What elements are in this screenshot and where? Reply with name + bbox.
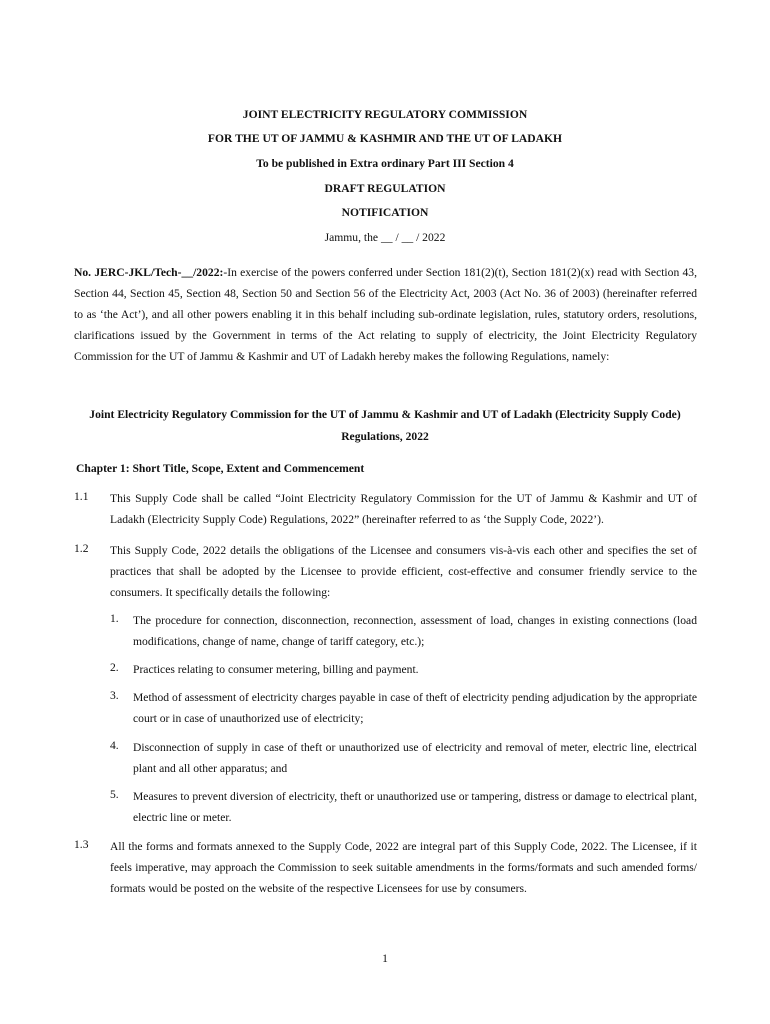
publication-note: To be published in Extra ordinary Part III Section 4: [256, 157, 514, 170]
preamble-paragraph: [74, 262, 697, 367]
notification-reference: No. JERC-JKL/Tech-__/2022:: [74, 266, 224, 279]
section-text: This Supply Code shall be called “Joint Electricity Regulatory Commission for the UT of Jammu & Kashmir and UT of Ladakh (Electricity Supply Code) Regulations, 2022” (hereinafter referred to as ‘the Supply Code, 2022’).: [110, 492, 697, 526]
page-number: 1: [382, 952, 388, 965]
regulation-title: Joint Electricity Regulatory Commission for the UT of Jammu & Kashmir and UT of Ladakh (Electricity Supply Code) Regulations, 2022: [89, 408, 681, 443]
list-item-number: 5.: [110, 788, 119, 801]
list-item-text: Method of assessment of electricity charges payable in case of theft of electricity pending adjudication by the appropriate court or in case of unauthorized use of electricity;: [133, 691, 697, 725]
notification-date: Jammu, the __ / __ / 2022: [324, 231, 446, 244]
commission-heading: JOINT ELECTRICITY REGULATORY COMMISSION: [242, 108, 528, 121]
list-item-text: Practices relating to consumer metering, billing and payment.: [133, 663, 419, 676]
section-text: This Supply Code, 2022 details the obligations of the Licensee and consumers vis-à-vis each other and specifies the set of practices that shall be adopted by the Licensee to provide efficient, cost-effective and consumer friendly service to the consumers. It specifically details the following:: [110, 544, 697, 599]
list-item-text: Measures to prevent diversion of electricity, theft or unauthorized use or tampering, distress or damage to electrical plant, electric line or meter.: [133, 790, 697, 824]
section-number: 1.3: [74, 838, 89, 851]
notification-heading: NOTIFICATION: [341, 206, 429, 219]
chapter-title: Chapter 1: Short Title, Scope, Extent and Commencement: [76, 462, 365, 475]
preamble-text: -In exercise of the powers conferred under Section 181(2)(t), Section 181(2)(x) read with Section 43, Section 44, Section 45, Section 48, Section 50 and Section 56 of the Electricity Act, 2003 (Act No. 36 of 2003) (hereinafter referred to as ‘the Act’), and all other powers enabling it in this behalf including sub-ordinate legislation, rules, statutory orders, resolutions, clarifications issued by the Government in terms of the Act relating to supply of electricity, the Joint Electricity Regulatory Commission for the UT of Jammu & Kashmir and UT of Ladakh hereby makes the following Regulations, namely:: [74, 266, 697, 363]
section-number: 1.2: [74, 542, 89, 555]
jurisdiction-heading: FOR THE UT OF JAMMU & KASHMIR AND THE UT OF LADAKH: [207, 132, 563, 145]
section-number: 1.1: [74, 490, 89, 503]
list-item-text: Disconnection of supply in case of theft or unauthorized use of electricity and removal of meter, electric line, electrical plant and all other apparatus; and: [133, 741, 697, 775]
list-item-number: 1.: [110, 612, 119, 625]
list-item-text: The procedure for connection, disconnection, reconnection, assessment of load, changes in existing connections (load modifications, change of name, change of tariff category, etc.);: [133, 614, 697, 648]
list-item-number: 2.: [110, 661, 119, 674]
draft-regulation-heading: DRAFT REGULATION: [324, 182, 446, 195]
list-item-number: 3.: [110, 689, 119, 702]
list-item-number: 4.: [110, 739, 119, 752]
section-text: All the forms and formats annexed to the Supply Code, 2022 are integral part of this Supply Code, 2022. The Licensee, if it feels imperative, may approach the Commission to seek suitable amendments in the forms/formats and such amended forms/ formats would be posted on the website of the respective Licensees for use by consumers.: [110, 840, 697, 895]
